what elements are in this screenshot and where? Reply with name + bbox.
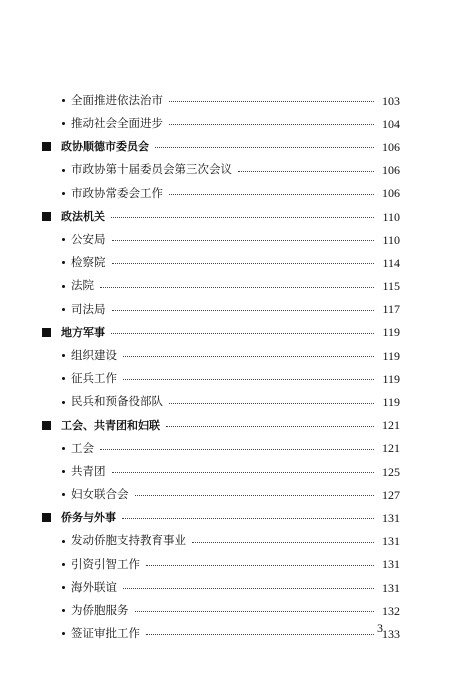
dot-bullet-icon	[62, 632, 65, 635]
toc-page-number: 121	[382, 441, 400, 456]
dot-bullet-icon	[62, 540, 65, 543]
toc-label: 公安局	[71, 231, 106, 246]
toc-entry	[42, 275, 400, 298]
toc-entry	[42, 298, 400, 321]
dot-bullet-icon	[62, 447, 65, 450]
dot-leader	[192, 542, 374, 543]
dot-bullet-icon	[62, 122, 65, 125]
toc-label: 引资引智工作	[71, 556, 140, 571]
table-of-contents	[42, 89, 400, 646]
toc-label: 市政协第十届委员会第三次会议	[71, 162, 232, 177]
dot-bullet-icon	[62, 192, 65, 195]
toc-label: 海外联谊	[71, 579, 117, 594]
dot-bullet-icon	[62, 563, 65, 566]
square-bullet-icon	[42, 142, 51, 151]
toc-page-number: 131	[382, 510, 400, 525]
toc-label: 工会	[71, 440, 94, 455]
dot-leader	[111, 217, 374, 218]
toc-label: 侨务与外事	[61, 511, 116, 525]
toc-page-number: 119	[382, 371, 400, 386]
dot-bullet-icon	[62, 609, 65, 612]
toc-label: 地方军事	[61, 325, 105, 339]
toc-page-number: 131	[382, 580, 400, 595]
square-bullet-icon	[42, 328, 51, 337]
toc-section	[42, 506, 400, 529]
dot-leader	[155, 147, 374, 148]
toc-section	[42, 135, 400, 158]
toc-page-number: 127	[382, 487, 400, 502]
toc-entry	[42, 460, 400, 483]
toc-page-number: 106	[382, 139, 400, 154]
toc-section	[42, 414, 400, 437]
toc-label: 推动社会全面进步	[71, 116, 163, 131]
dot-leader	[123, 379, 374, 380]
toc-label: 签证审批工作	[71, 626, 140, 641]
dot-bullet-icon	[62, 586, 65, 589]
square-bullet-icon	[42, 513, 51, 522]
toc-page-number: 119	[382, 348, 400, 363]
toc-label: 组织建设	[71, 347, 117, 362]
dot-leader	[166, 426, 374, 427]
toc-section	[42, 205, 400, 228]
dot-bullet-icon	[62, 261, 65, 264]
toc-label: 全面推进依法治市	[71, 92, 163, 107]
dot-leader	[100, 449, 374, 450]
toc-entry	[42, 483, 400, 506]
dot-bullet-icon	[62, 308, 65, 311]
dot-leader	[112, 472, 375, 473]
toc-label: 共青团	[71, 463, 106, 478]
dot-bullet-icon	[62, 470, 65, 473]
dot-leader	[112, 310, 375, 311]
page-number: 3	[377, 621, 383, 635]
toc-page-number: 114	[382, 255, 400, 270]
toc-entry	[42, 622, 400, 645]
toc-page-number: 133	[382, 626, 400, 641]
dot-leader	[112, 240, 375, 241]
toc-page-number: 119	[382, 325, 400, 340]
toc-entry	[42, 251, 400, 274]
dot-leader	[169, 403, 374, 404]
dot-bullet-icon	[62, 493, 65, 496]
toc-label: 法院	[71, 278, 94, 293]
toc-page-number: 132	[382, 603, 400, 618]
dot-leader	[238, 171, 374, 172]
toc-page-number: 125	[382, 464, 400, 479]
dot-bullet-icon	[62, 169, 65, 172]
toc-page-number: 103	[382, 93, 400, 108]
dot-leader	[169, 124, 374, 125]
toc-label: 工会、共青团和妇联	[61, 418, 160, 432]
dot-leader	[169, 194, 374, 195]
dot-bullet-icon	[62, 285, 65, 288]
toc-label: 检察院	[71, 255, 106, 270]
toc-page-number: 106	[382, 163, 400, 178]
toc-entry	[42, 159, 400, 182]
toc-label: 政协顺德市委员会	[61, 140, 149, 154]
toc-entry	[42, 182, 400, 205]
toc-entry	[42, 344, 400, 367]
toc-label: 妇女联合会	[71, 487, 129, 502]
dot-leader	[169, 101, 374, 102]
toc-page-number: 117	[382, 302, 400, 317]
toc-page-number: 119	[382, 395, 400, 410]
dot-leader	[135, 495, 375, 496]
toc-entry	[42, 530, 400, 553]
toc-label: 市政协常委会工作	[71, 185, 163, 200]
toc-entry	[42, 599, 400, 622]
toc-entry	[42, 576, 400, 599]
toc-label: 发动侨胞支持教育事业	[71, 533, 186, 548]
dot-bullet-icon	[62, 377, 65, 380]
dot-leader	[122, 518, 374, 519]
toc-entry	[42, 437, 400, 460]
toc-page-number: 121	[382, 418, 400, 433]
dot-leader	[112, 263, 375, 264]
toc-page-number: 131	[382, 534, 400, 549]
toc-page-number: 104	[382, 116, 400, 131]
toc-label: 司法局	[71, 301, 106, 316]
toc-entry	[42, 112, 400, 135]
toc-page-number: 115	[382, 279, 400, 294]
square-bullet-icon	[42, 212, 51, 221]
toc-entry	[42, 367, 400, 390]
toc-page-number: 110	[382, 232, 400, 247]
toc-page-number: 131	[382, 557, 400, 572]
toc-entry	[42, 553, 400, 576]
toc-page-number: 106	[382, 186, 400, 201]
toc-section	[42, 321, 400, 344]
toc-entry	[42, 390, 400, 413]
dot-leader	[123, 356, 374, 357]
toc-label: 征兵工作	[71, 371, 117, 386]
dot-leader	[123, 588, 374, 589]
square-bullet-icon	[42, 421, 51, 430]
toc-entry	[42, 228, 400, 251]
toc-label: 政法机关	[61, 210, 105, 224]
dot-leader	[146, 565, 374, 566]
toc-label: 为侨胞服务	[71, 602, 129, 617]
dot-bullet-icon	[62, 401, 65, 404]
dot-leader	[146, 634, 374, 635]
toc-page-number: 110	[382, 209, 400, 224]
dot-bullet-icon	[62, 99, 65, 102]
dot-leader	[135, 611, 375, 612]
dot-leader	[111, 333, 374, 334]
dot-bullet-icon	[62, 238, 65, 241]
toc-label: 民兵和预备役部队	[71, 394, 163, 409]
dot-leader	[100, 287, 374, 288]
toc-entry	[42, 89, 400, 112]
dot-bullet-icon	[62, 354, 65, 357]
